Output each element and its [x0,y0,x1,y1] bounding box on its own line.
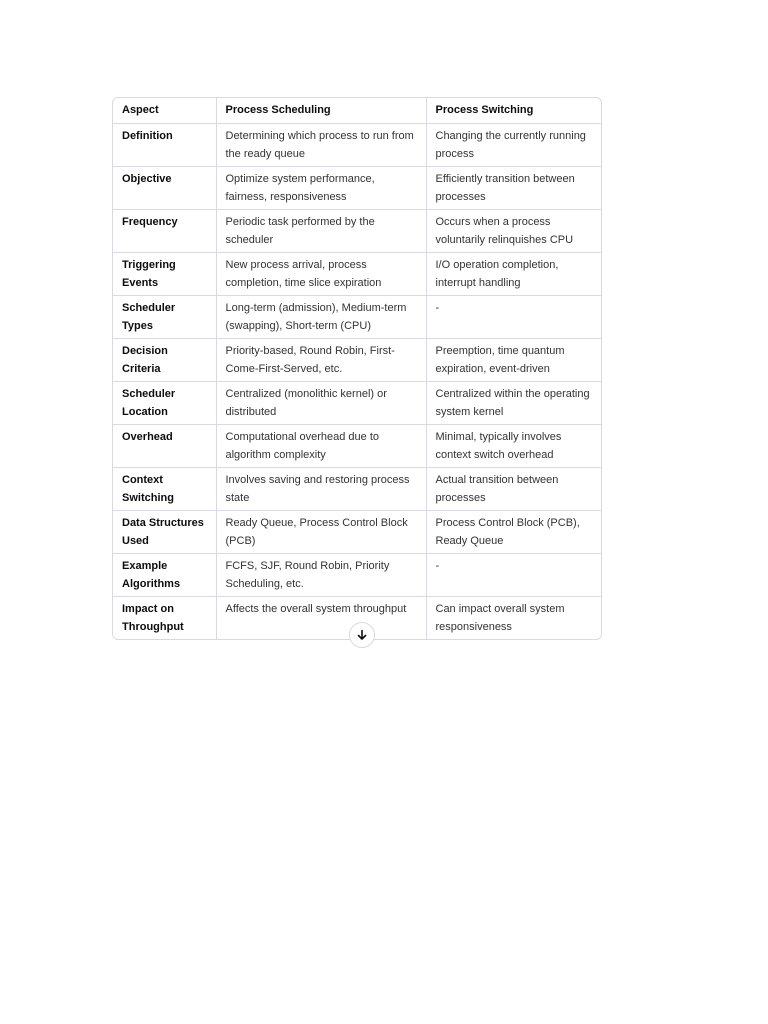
scheduling-cell: FCFS, SJF, Round Robin, Priority Scheduling, etc. [216,554,426,597]
scheduling-cell: Centralized (monolithic kernel) or distributed [216,382,426,425]
table-row [113,554,601,597]
scheduling-cell: Determining which process to run from the ready queue [216,124,426,167]
table-row [113,167,601,210]
table-header [113,98,601,124]
switching-cell: - [426,296,601,339]
switching-cell: Process Control Block (PCB), Ready Queue [426,511,601,554]
header-cell-process-switching: Process Switching [426,98,601,124]
aspect-cell: Decision Criteria [113,339,216,382]
table-row [113,511,601,554]
scheduling-cell: Long-term (admission), Medium-term (swapping), Short-term (CPU) [216,296,426,339]
aspect-cell: Context Switching [113,468,216,511]
aspect-cell: Impact on Throughput [113,597,216,640]
switching-cell: Actual transition between processes [426,468,601,511]
aspect-cell: Overhead [113,425,216,468]
header-cell-process-scheduling: Process Scheduling [216,98,426,124]
table-row [113,253,601,296]
switching-cell: Can impact overall system responsiveness [435,603,565,633]
scheduling-cell: Ready Queue, Process Control Block (PCB) [216,511,426,554]
table-row [113,124,601,167]
header-row [113,98,601,124]
switching-cell: Efficiently transition between processes [426,167,601,210]
switching-cell: I/O operation completion, interrupt handling [426,253,601,296]
scheduling-cell: Optimize system performance, fairness, responsiveness [216,167,426,210]
arrow-down-icon [356,629,368,641]
scheduling-cell: New process arrival, process completion, time slice expiration [216,253,426,296]
switching-cell: Occurs when a process voluntarily relinquishes CPU [426,210,601,253]
aspect-cell: Definition [113,124,216,167]
aspect-cell: Triggering Events [113,253,216,296]
scroll-to-bottom-button[interactable] [349,622,375,648]
table-row [113,382,601,425]
scheduling-cell: Periodic task performed by the scheduler [216,210,426,253]
switching-cell: - [426,554,601,597]
table-row [113,468,601,511]
table-row [113,425,601,468]
scheduling-cell: Priority-based, Round Robin, First-Come-First-Served, etc. [216,339,426,382]
table-row [113,210,601,253]
switching-cell: Preemption, time quantum expiration, event-driven [426,339,601,382]
scheduling-cell: Involves saving and restoring process state [216,468,426,511]
aspect-cell: Data Structures Used [113,511,216,554]
aspect-cell: Frequency [113,210,216,253]
table-body [113,124,601,640]
aspect-cell: Example Algorithms [113,554,216,597]
switching-cell: Centralized within the operating system kernel [426,382,601,425]
aspect-cell: Objective [113,167,216,210]
table-row [113,296,601,339]
aspect-cell: Scheduler Types [113,296,216,339]
scheduling-cell: Affects the overall system throughput [216,597,426,640]
comparison-table [113,98,601,639]
scheduling-cell: Computational overhead due to algorithm complexity [216,425,426,468]
switching-cell: Changing the currently running process [426,124,601,167]
table-row [113,339,601,382]
comparison-table-container [112,97,602,640]
header-cell-aspect: Aspect [113,98,216,124]
switching-cell: Minimal, typically involves context switch overhead [426,425,601,468]
aspect-cell: Scheduler Location [113,382,216,425]
